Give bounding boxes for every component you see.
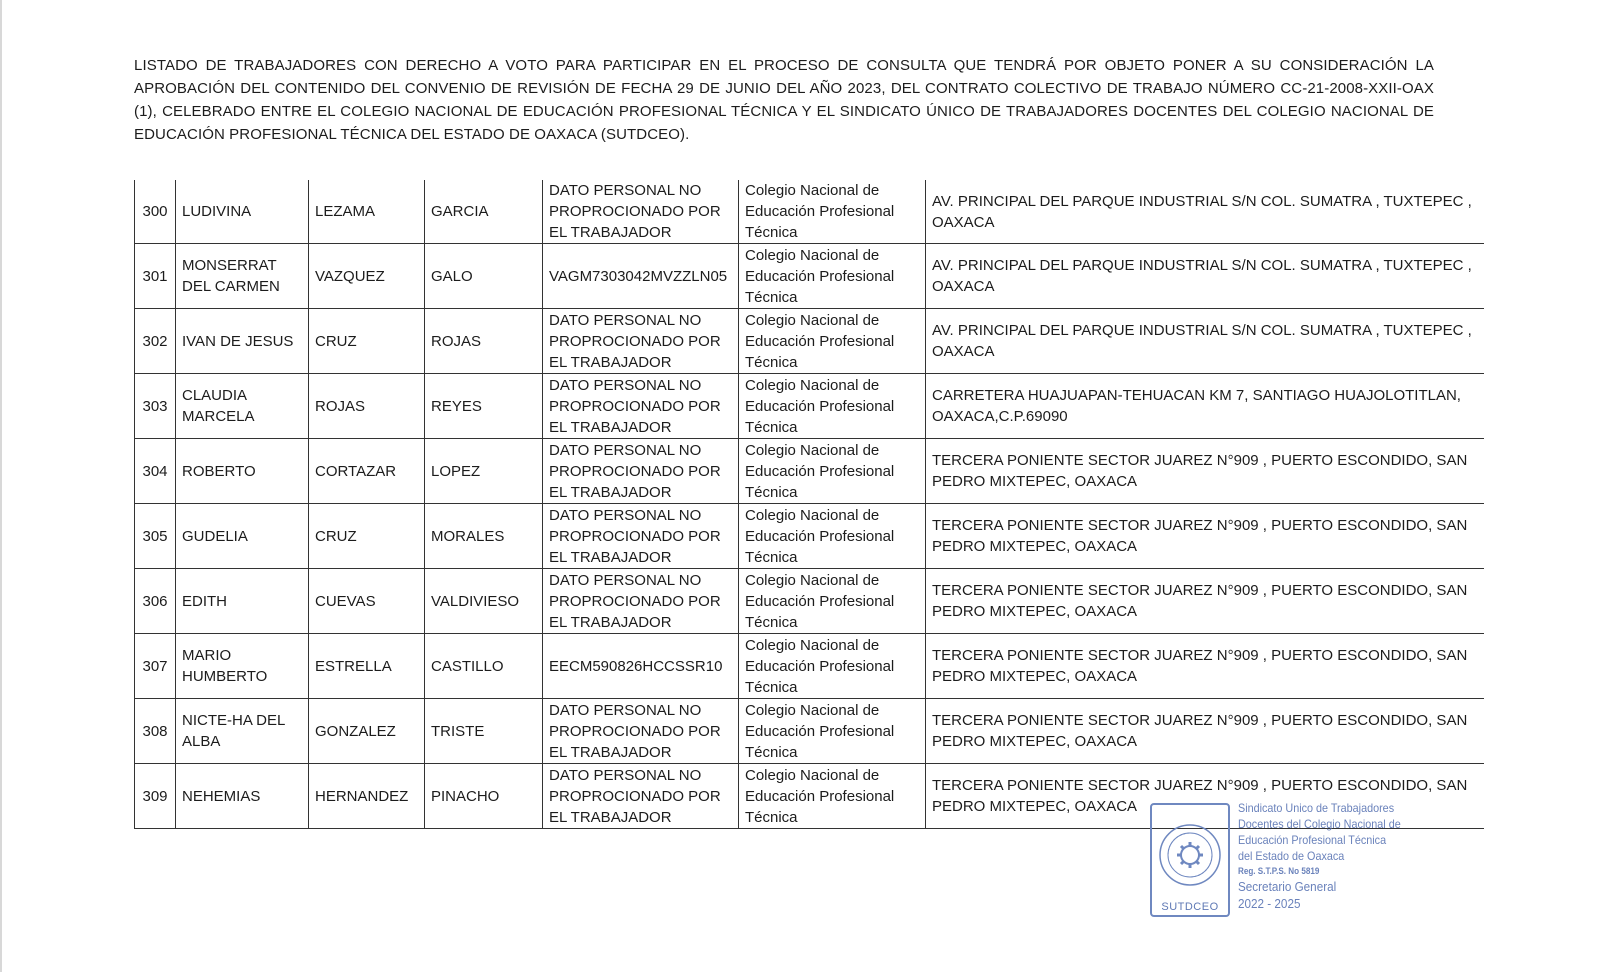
row-number: 309	[135, 764, 176, 829]
table-row	[135, 309, 1484, 374]
address-cell: CARRETERA HUAJUAPAN-TEHUACAN KM 7, SANTIAGO HUAJOLOTITLAN, OAXACA,C.P.69090	[926, 374, 1484, 439]
gear-seal-icon	[1156, 811, 1224, 899]
address-cell: AV. PRINCIPAL DEL PARQUE INDUSTRIAL S/N COL. SUMATRA , TUXTEPEC , OAXACA	[926, 309, 1484, 374]
employer-cell: Colegio Nacional de Educación Profesional Técnica	[739, 764, 926, 829]
stamp-line-2: Docentes del Colegio Nacional de	[1238, 817, 1401, 831]
employer-cell: Colegio Nacional de Educación Profesional Técnica	[739, 244, 926, 309]
first-name-cell: EDITH	[176, 569, 309, 634]
employer-cell: Colegio Nacional de Educación Profesional Técnica	[739, 374, 926, 439]
first-name-cell: NICTE-HA DEL ALBA	[176, 699, 309, 764]
table-row	[135, 504, 1484, 569]
maternal-surname-cell: LOPEZ	[425, 439, 543, 504]
address-cell: TERCERA PONIENTE SECTOR JUAREZ N°909 , PUERTO ESCONDIDO, SAN PEDRO MIXTEPEC, OAXACA	[926, 764, 1484, 829]
table-row	[135, 634, 1484, 699]
first-name-cell: CLAUDIA MARCELA	[176, 374, 309, 439]
maternal-surname-cell: GARCIA	[425, 180, 543, 244]
first-name-cell: MONSERRAT DEL CARMEN	[176, 244, 309, 309]
curp-cell: DATO PERSONAL NO PROPROCIONADO POR EL TRABAJADOR	[543, 764, 739, 829]
row-number: 307	[135, 634, 176, 699]
first-name-cell: GUDELIA	[176, 504, 309, 569]
curp-cell: EECM590826HCCSSR10	[543, 634, 739, 699]
maternal-surname-cell: GALO	[425, 244, 543, 309]
paternal-surname-cell: LEZAMA	[309, 180, 425, 244]
stamp-period: 2022 - 2025	[1238, 896, 1301, 911]
address-cell: AV. PRINCIPAL DEL PARQUE INDUSTRIAL S/N COL. SUMATRA , TUXTEPEC , OAXACA	[926, 244, 1484, 309]
employer-cell: Colegio Nacional de Educación Profesional Técnica	[739, 699, 926, 764]
address-cell: TERCERA PONIENTE SECTOR JUAREZ N°909 , PUERTO ESCONDIDO, SAN PEDRO MIXTEPEC, OAXACA	[926, 699, 1484, 764]
paternal-surname-cell: VAZQUEZ	[309, 244, 425, 309]
row-number: 308	[135, 699, 176, 764]
table-row	[135, 439, 1484, 504]
maternal-surname-cell: PINACHO	[425, 764, 543, 829]
first-name-cell: LUDIVINA	[176, 180, 309, 244]
curp-cell: DATO PERSONAL NO PROPROCIONADO POR EL TRABAJADOR	[543, 504, 739, 569]
voters-table	[134, 180, 1484, 829]
employer-cell: Colegio Nacional de Educación Profesional Técnica	[739, 439, 926, 504]
paternal-surname-cell: ROJAS	[309, 374, 425, 439]
seal-label: SUTDCEO	[1161, 901, 1219, 913]
table-row	[135, 180, 1484, 244]
curp-cell: DATO PERSONAL NO PROPROCIONADO POR EL TRABAJADOR	[543, 374, 739, 439]
maternal-surname-cell: CASTILLO	[425, 634, 543, 699]
curp-cell: DATO PERSONAL NO PROPROCIONADO POR EL TRABAJADOR	[543, 309, 739, 374]
curp-cell: VAGM7303042MVZZLN05	[543, 244, 739, 309]
table-row	[135, 569, 1484, 634]
address-cell: TERCERA PONIENTE SECTOR JUAREZ N°909 , PUERTO ESCONDIDO, SAN PEDRO MIXTEPEC, OAXACA	[926, 504, 1484, 569]
address-cell: TERCERA PONIENTE SECTOR JUAREZ N°909 , PUERTO ESCONDIDO, SAN PEDRO MIXTEPEC, OAXACA	[926, 439, 1484, 504]
curp-cell: DATO PERSONAL NO PROPROCIONADO POR EL TRABAJADOR	[543, 699, 739, 764]
address-cell: TERCERA PONIENTE SECTOR JUAREZ N°909 , PUERTO ESCONDIDO, SAN PEDRO MIXTEPEC, OAXACA	[926, 634, 1484, 699]
stamp-line-3: Educación Profesional Técnica	[1238, 833, 1387, 847]
row-number: 302	[135, 309, 176, 374]
stamp-line-1: Sindicato Unico de Trabajadores	[1238, 801, 1395, 815]
paternal-surname-cell: GONZALEZ	[309, 699, 425, 764]
row-number: 303	[135, 374, 176, 439]
employer-cell: Colegio Nacional de Educación Profesional Técnica	[739, 309, 926, 374]
union-stamp-text	[1238, 800, 1438, 912]
curp-cell: DATO PERSONAL NO PROPROCIONADO POR EL TRABAJADOR	[543, 569, 739, 634]
maternal-surname-cell: ROJAS	[425, 309, 543, 374]
paternal-surname-cell: CORTAZAR	[309, 439, 425, 504]
row-number: 300	[135, 180, 176, 244]
paternal-surname-cell: CRUZ	[309, 504, 425, 569]
union-seal	[1150, 803, 1230, 917]
maternal-surname-cell: VALDIVIESO	[425, 569, 543, 634]
first-name-cell: NEHEMIAS	[176, 764, 309, 829]
paternal-surname-cell: CUEVAS	[309, 569, 425, 634]
voters-table-body	[135, 180, 1484, 829]
row-number: 304	[135, 439, 176, 504]
stamp-role: Secretario General	[1238, 879, 1337, 894]
curp-cell: DATO PERSONAL NO PROPROCIONADO POR EL TRABAJADOR	[543, 439, 739, 504]
table-row	[135, 699, 1484, 764]
maternal-surname-cell: TRISTE	[425, 699, 543, 764]
address-cell: TERCERA PONIENTE SECTOR JUAREZ N°909 , PUERTO ESCONDIDO, SAN PEDRO MIXTEPEC, OAXACA	[926, 569, 1484, 634]
first-name-cell: ROBERTO	[176, 439, 309, 504]
stamp-registration: Reg. S.T.P.S. No 5819	[1238, 866, 1320, 876]
curp-cell: DATO PERSONAL NO PROPROCIONADO POR EL TRABAJADOR	[543, 180, 739, 244]
row-number: 301	[135, 244, 176, 309]
paternal-surname-cell: ESTRELLA	[309, 634, 425, 699]
row-number: 305	[135, 504, 176, 569]
maternal-surname-cell: MORALES	[425, 504, 543, 569]
maternal-surname-cell: REYES	[425, 374, 543, 439]
table-row	[135, 374, 1484, 439]
first-name-cell: MARIO HUMBERTO	[176, 634, 309, 699]
document-header: LISTADO DE TRABAJADORES CON DERECHO A VOTO PARA PARTICIPAR EN EL PROCESO DE CONSULTA QUE TENDRÁ POR OBJETO PONER A SU CONSIDERACIÓN LA APROBACIÓN DEL CONTENIDO DEL CONVENIO DE REVISIÓN DE FECHA 29 DE JUNIO DEL AÑO 2023, DEL CONTRATO COLECTIVO DE TRABAJO NÚMERO CC-21-2008-XXII-OAX (1), CELEBRADO ENTRE EL COLEGIO NACIONAL DE EDUCACIÓN PROFESIONAL TÉCNICA Y EL SINDICATO ÚNICO DE TRABAJADORES DOCENTES DEL COLEGIO NACIONAL DE EDUCACIÓN PROFESIONAL TÉCNICA DEL ESTADO DE OAXACA (SUTDCEO).	[134, 57, 1434, 143]
employer-cell: Colegio Nacional de Educación Profesional Técnica	[739, 180, 926, 244]
paternal-surname-cell: CRUZ	[309, 309, 425, 374]
stamp-line-4: del Estado de Oaxaca	[1238, 849, 1345, 863]
employer-cell: Colegio Nacional de Educación Profesional Técnica	[739, 634, 926, 699]
page-edge	[0, 0, 2, 972]
address-cell: AV. PRINCIPAL DEL PARQUE INDUSTRIAL S/N COL. SUMATRA , TUXTEPEC , OAXACA	[926, 180, 1484, 244]
row-number: 306	[135, 569, 176, 634]
employer-cell: Colegio Nacional de Educación Profesional Técnica	[739, 569, 926, 634]
employer-cell: Colegio Nacional de Educación Profesional Técnica	[739, 504, 926, 569]
first-name-cell: IVAN DE JESUS	[176, 309, 309, 374]
paternal-surname-cell: HERNANDEZ	[309, 764, 425, 829]
table-row	[135, 244, 1484, 309]
